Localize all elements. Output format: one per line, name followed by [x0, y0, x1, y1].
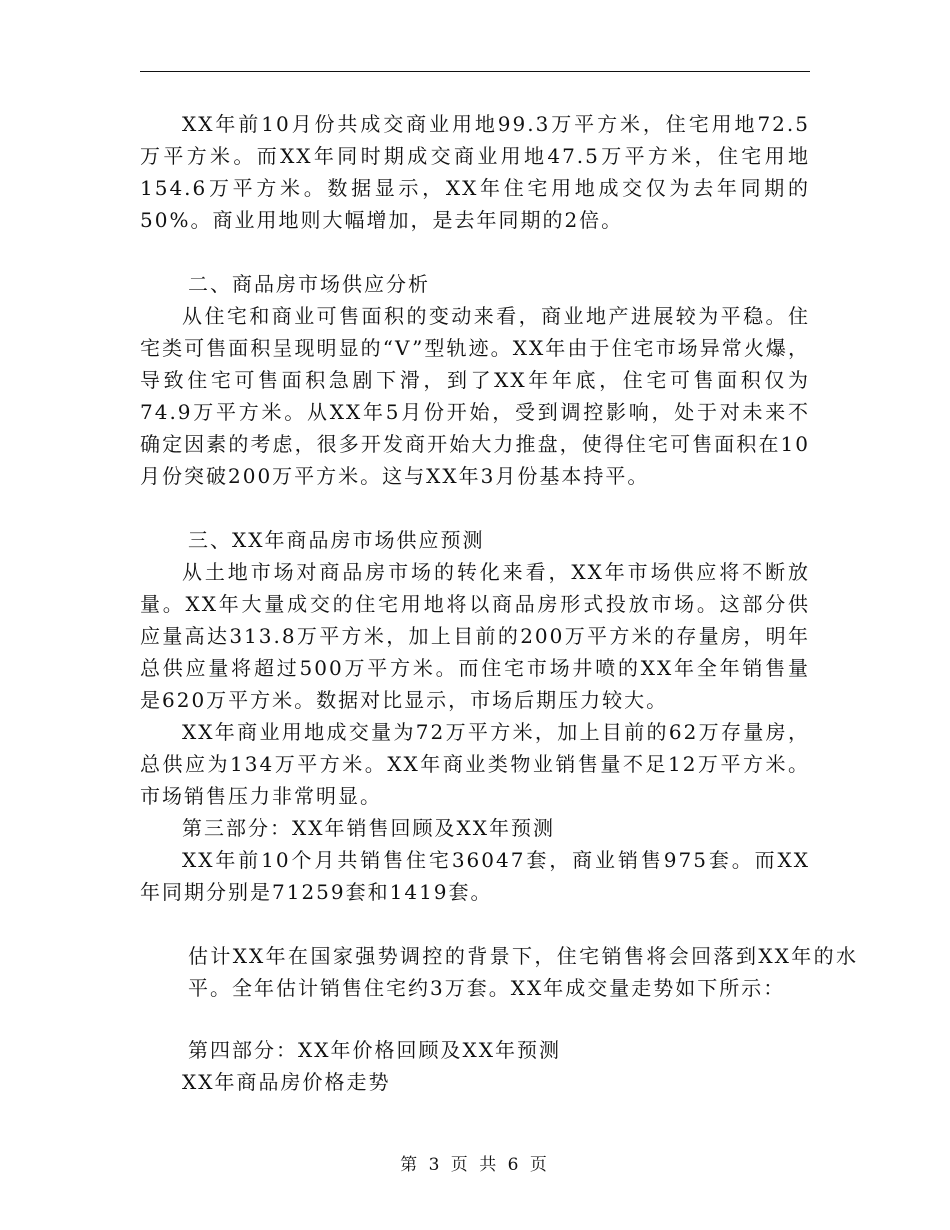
section-heading-supply-analysis: 二、商品房市场供应分析 — [188, 272, 430, 296]
part-heading-price-review: 第四部分：XX年价格回顾及XX年预测 — [188, 1038, 561, 1062]
paragraph-supply-forecast: 从土地市场对商品房市场的转化来看，XX年市场供应将不断放量。XX年大量成交的住宅用地将以商品房形式投放市场。这部分供应量高达313.8万平方米，加上目前的200万平方米的存量房，明年总供应量将超过500万平方米。而住宅市场井喷的XX年全年销售量是620万平方米。数据对比显示，市场后期压力较大。 — [140, 560, 810, 712]
subheading-price-trend: XX年商品房价格走势 — [182, 1070, 391, 1094]
page-footer: 第 3 页 共 6 页 — [400, 1155, 550, 1175]
header-rule — [140, 71, 810, 72]
paragraph-sales-forecast: 估计XX年在国家强势调控的背景下，住宅销售将会回落到XX年的水平。全年估计销售住宅约3万套。XX年成交量走势如下所示： — [188, 944, 858, 1000]
section-heading-supply-forecast: 三、XX年商品房市场供应预测 — [188, 528, 485, 552]
paragraph-land-transactions: XX年前10月份共成交商业用地99.3万平方米，住宅用地72.5万平方米。而XX年同时期成交商业用地47.5万平方米，住宅用地154.6万平方米。数据显示，XX年住宅用地成交仅为去年同期的50%。商业用地则大幅增加，是去年同期的2倍。 — [140, 112, 810, 232]
paragraph-commercial-land: XX年商业用地成交量为72万平方米，加上目前的62万存量房，总供应为134万平方米。XX年商业类物业销售量不足12万平方米。市场销售压力非常明显。 — [140, 720, 810, 808]
paragraph-sales-review: XX年前10个月共销售住宅36047套，商业销售975套。而XX年同期分别是71259套和1419套。 — [140, 848, 810, 904]
paragraph-supply-analysis: 从住宅和商业可售面积的变动来看，商业地产进展较为平稳。住宅类可售面积呈现明显的“V”型轨迹。XX年由于住宅市场异常火爆，导致住宅可售面积急剧下滑，到了XX年年底，住宅可售面积仅为74.9万平方米。从XX年5月份开始，受到调控影响，处于对未来不确定因素的考虑，很多开发商开始大力推盘，使得住宅可售面积在10月份突破200万平方米。这与XX年3月份基本持平。 — [140, 304, 810, 488]
part-heading-sales-review: 第三部分：XX年销售回顾及XX年预测 — [182, 816, 555, 840]
